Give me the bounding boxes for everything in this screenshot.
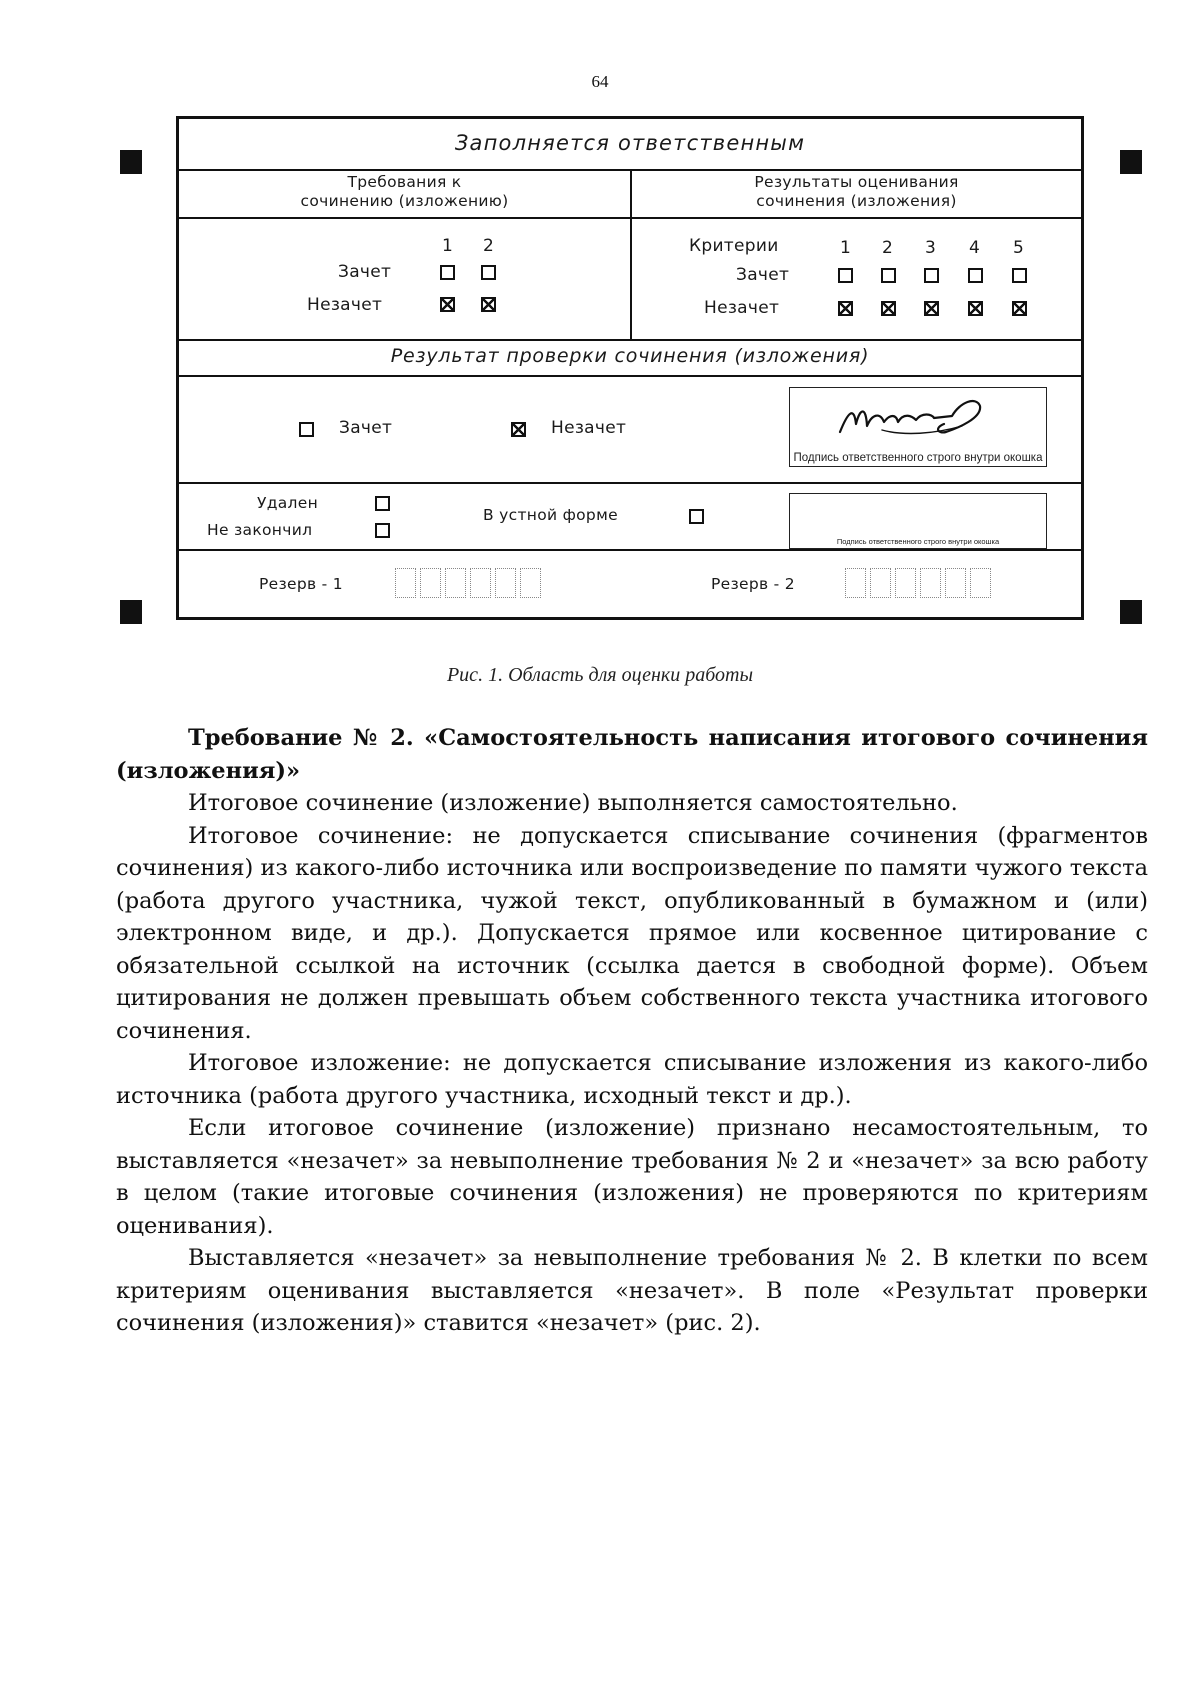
reserve-1-cell[interactable] [520, 568, 541, 598]
form-divider [179, 482, 1081, 484]
criterion-3-pass-checkbox[interactable] [924, 268, 939, 283]
oral-form-checkbox[interactable] [689, 509, 704, 524]
reserve-2-cell[interactable] [845, 568, 866, 598]
check-result-header: Результат проверки сочинения (изложения) [390, 345, 870, 367]
paragraph: Итоговое изложение: не допускается списывание изложения из какого-либо источника (работа другого участника, исходный текст и др.). [116, 1050, 1148, 1109]
registration-marker-bottom-right [1120, 600, 1142, 624]
criteria-number-1: 1 [840, 238, 852, 258]
section-title: Требование № 2. «Самостоятельность написания итогового сочинения (изложения)» [116, 725, 1148, 784]
result-fail-checkbox[interactable] [511, 422, 526, 437]
reserve-1-cell[interactable] [395, 568, 416, 598]
requirement-1-fail-checkbox[interactable] [440, 297, 455, 312]
handwritten-signature [834, 392, 994, 442]
criterion-4-pass-checkbox[interactable] [968, 268, 983, 283]
requirement-2-pass-checkbox[interactable] [481, 265, 496, 280]
registration-marker-top-right [1120, 150, 1142, 174]
form-divider [179, 375, 1081, 377]
criterion-4-fail-checkbox[interactable] [968, 301, 983, 316]
reserve-1-cell[interactable] [470, 568, 491, 598]
requirement-pass-label: Зачет [338, 262, 392, 282]
paragraph: Итоговое сочинение: не допускается списывание сочинения (фрагментов сочинения) из какого-либо источника или воспроизведение по памяти чужого текста (работа другого участника, чужой текст, опубликованный в бумажном и (или) электронном виде, и др.). Допускается прямое или косвенное цитирование с обязательной ссылкой на источник (ссылка дается в свободной форме). Объем цитирования не должен превышать объем собственного текста участника итогового сочинения. [116, 822, 1148, 1044]
result-fail-label: Незачет [551, 418, 627, 438]
registration-marker-bottom-left [120, 600, 142, 624]
reserve-2-cell[interactable] [945, 568, 966, 598]
criteria-number-4: 4 [969, 238, 981, 258]
requirement-fail-label: Незачет [307, 295, 383, 315]
reserve-2-cell[interactable] [920, 568, 941, 598]
paragraph: Выставляется «незачет» за невыполнение требования № 2. В клетки по всем критериям оценивания выставляется «незачет». В поле «Результат проверки сочинения (изложения)» ставится «незачет» (рис. 2). [116, 1245, 1148, 1336]
not-finished-label: Не закончил [207, 521, 313, 539]
criteria-number-5: 5 [1013, 238, 1025, 258]
reserve-2-cell[interactable] [895, 568, 916, 598]
removed-label: Удален [257, 494, 319, 512]
form-divider [179, 339, 1081, 341]
criterion-5-fail-checkbox[interactable] [1012, 301, 1027, 316]
criterion-1-pass-checkbox[interactable] [838, 268, 853, 283]
requirement-number-1: 1 [442, 236, 454, 256]
criterion-2-fail-checkbox[interactable] [881, 301, 896, 316]
criterion-3-fail-checkbox[interactable] [924, 301, 939, 316]
reserve-1-cell[interactable] [495, 568, 516, 598]
oral-form-label: В устной форме [483, 506, 618, 524]
requirement-1-pass-checkbox[interactable] [440, 265, 455, 280]
form-divider [179, 549, 1081, 551]
criteria-number-2: 2 [882, 238, 894, 258]
signature-box-status[interactable] [789, 493, 1047, 549]
requirements-header: Требования к сочинению (изложению) [300, 173, 509, 210]
signature-caption: Подпись ответственного строго внутри окошка [793, 452, 1043, 464]
paragraph: Итоговое сочинение (изложение) выполняется самостоятельно. [188, 790, 958, 816]
result-pass-label: Зачет [339, 418, 393, 438]
reserve-2-cell[interactable] [870, 568, 891, 598]
reserve-1-cell[interactable] [445, 568, 466, 598]
criteria-pass-label: Зачет [736, 265, 790, 285]
registration-marker-top-left [120, 150, 142, 174]
result-pass-checkbox[interactable] [299, 422, 314, 437]
reserve-2-label: Резерв - 2 [711, 575, 795, 593]
requirement-number-2: 2 [483, 236, 495, 256]
signature-box-result[interactable] [789, 387, 1047, 467]
criteria-label: Критерии [689, 236, 779, 256]
requirement-2-fail-checkbox[interactable] [481, 297, 496, 312]
figure-caption: Рис. 1. Область для оценки работы [446, 664, 754, 686]
criteria-fail-label: Незачет [704, 298, 780, 318]
reserve-1-cell[interactable] [420, 568, 441, 598]
page-number: 64 [591, 72, 609, 91]
paragraph: Если итоговое сочинение (изложение) признано несамостоятельным, то выставляется «незачет» за невыполнение требования № 2 и «незачет» за всю работу в целом (такие итоговые сочинения (изложения) не проверяются по критериям оценивания). [116, 1115, 1148, 1239]
criterion-1-fail-checkbox[interactable] [838, 301, 853, 316]
not-finished-checkbox[interactable] [375, 523, 390, 538]
criterion-5-pass-checkbox[interactable] [1012, 268, 1027, 283]
reserve-2-cell[interactable] [970, 568, 991, 598]
criterion-2-pass-checkbox[interactable] [881, 268, 896, 283]
signature-caption: Подпись ответственного строго внутри окошка [836, 537, 1000, 546]
results-header: Результаты оценивания сочинения (изложения) [754, 173, 959, 210]
criteria-number-3: 3 [925, 238, 937, 258]
evaluation-form [176, 116, 1084, 620]
removed-checkbox[interactable] [375, 496, 390, 511]
document-body [116, 722, 1148, 1340]
reserve-1-label: Резерв - 1 [259, 575, 343, 593]
form-header: Заполняется ответственным [454, 131, 806, 155]
